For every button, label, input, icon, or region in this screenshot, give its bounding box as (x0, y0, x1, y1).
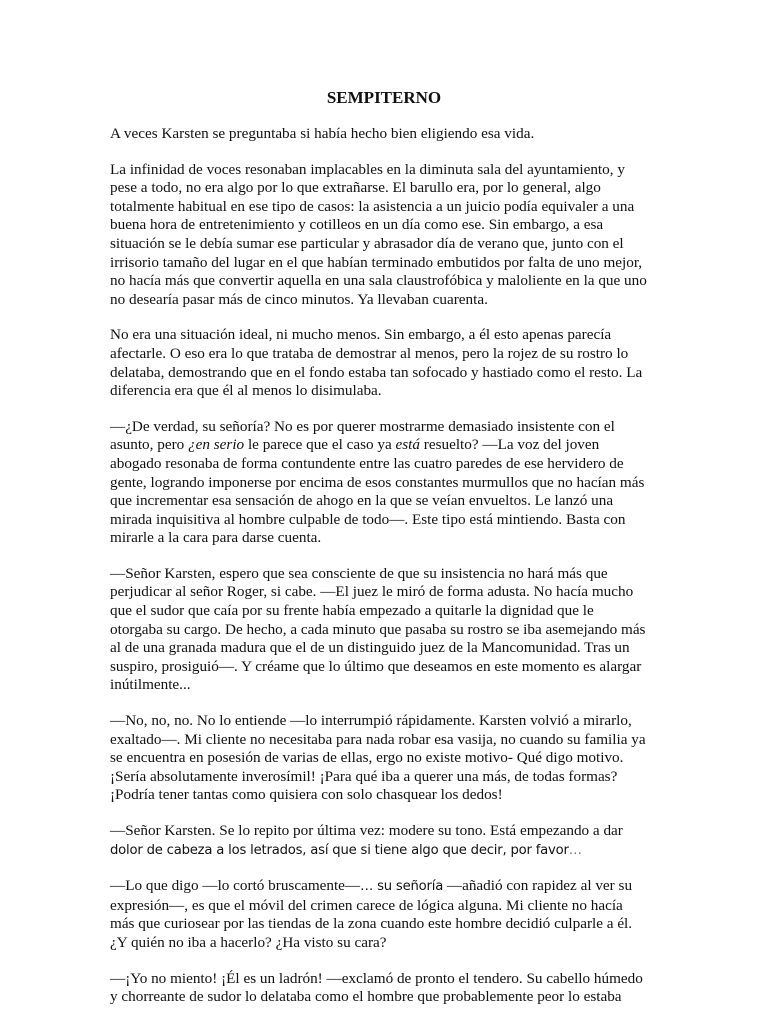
paragraph-8 (110, 877, 662, 952)
text-line: mirada inquisitiva al hombre culpable de todo—. Este tipo está mintiendo. Basta con (110, 510, 626, 528)
text-line: no hacía más que convertir aquella en una sala claustrofóbica y maloliente en la que uno (110, 272, 647, 290)
text-line: —¡Yo no miento! ¡Él es un ladrón! —exclamó de pronto el tendero. Su cabello húmedo (110, 969, 643, 987)
italic-text: ¿en serio (188, 436, 245, 454)
text-line: afectarle. O eso era lo que trataba de demostrar al menos, pero la rojez de su rostro lo (110, 344, 629, 362)
text-fragment: —Lo que digo —lo cortó bruscamente— (110, 877, 361, 895)
text-line: no desearía pasar más de cinco minutos. Ya llevaban cuarenta. (110, 290, 488, 308)
text-line (110, 877, 662, 897)
paragraph-7 (110, 822, 662, 860)
text-line (110, 436, 662, 455)
text-line: La infinidad de voces resonaban implacables en la diminuta sala del ayuntamiento, y (110, 160, 625, 178)
text-line: que el sudor que caía por su frente había empezado a quitarle la dignidad que le (110, 602, 594, 620)
paragraph-4 (110, 418, 662, 548)
text-line: pese a todo, no era algo por lo que extrañarse. El barullo era, por lo general, algo (110, 179, 601, 197)
text-line: ¿Y quién no iba a hacerlo? ¿Ha visto su cara? (110, 933, 387, 951)
text-line: A veces Karsten se preguntaba si había hecho bien eligiendo esa vida. (110, 125, 535, 142)
text-line (110, 841, 662, 861)
text-line: expresión—, es que el móvil del crimen carece de lógica alguna. Mi cliente no hacía (110, 896, 623, 914)
text-line: totalmente habitual en ese tipo de casos: la asistencia a un juicio podía equivaler a una (110, 197, 635, 215)
text-line: más que curiosear por las tiendas de la zona cuando este hombre decidió culparle a él. (110, 915, 633, 933)
document-body (110, 125, 662, 1024)
text-fragment: … su señoría (360, 879, 444, 895)
text-line: otorgaba su cargo. De hecho, a cada minuto que pasaba su rostro se iba asemejando más (110, 620, 646, 638)
text-line: ¡Podría tener tantas como quisiera con solo chasquear los dedos! (110, 786, 503, 804)
text-fragment: resuelto? —La voz del joven (419, 436, 600, 454)
text-fragment: asunto, pero (110, 436, 189, 454)
text-line: al de una granada madura que el de un distinguido juez de la Mancomunidad. Tras un (110, 639, 630, 657)
italic-text: está (395, 436, 420, 454)
text-line: situación se le debía sumar ese particular y abrasador día de verano que, junto con el (110, 234, 624, 252)
text-line: irrisorio tamaño del lugar en el que habían terminado embutidos por falta de uno mejor, (110, 253, 643, 271)
text-line: perjudicar al señor Roger, si cabe. —El juez le miró de forma adusta. No hacía mucho (110, 583, 634, 601)
text-line: suspiro, prosiguió—. Y créame que lo último que deseamos en este momento es alargar (110, 657, 642, 675)
paragraph-5 (110, 565, 662, 695)
paragraph-2 (110, 161, 662, 310)
text-line: se encuentra en posesión de varias de ellas, ergo no existe motivo- Qué digo motivo. (110, 749, 624, 767)
text-line: diferencia era que él al menos lo disimulaba. (110, 382, 382, 400)
text-fragment: dolor de cabeza a los letrados, así que si tiene algo que decir, por favor (110, 842, 569, 858)
text-line: No era una situación ideal, ni mucho menos. Sin embargo, a él esto apenas parecía (110, 326, 612, 344)
text-line: —Señor Karsten, espero que sea consciente de que su insistencia no hará más que (110, 564, 608, 582)
paragraph-1 (110, 125, 662, 144)
text-line: —Señor Karsten. Se lo repito por última vez: modere su tono. Está empezando a dar (110, 822, 623, 839)
text-line: mirarle a la cara para darse cuenta. (110, 529, 322, 547)
paragraph-6 (110, 712, 662, 805)
text-line: y chorreante de sudor lo delataba como el hombre que probablemente peor lo estaba (110, 988, 622, 1006)
text-line: gente, logrando imponerse por encima de esos constantes murmullos que no hacían más (110, 473, 645, 491)
ellipsis: … (568, 842, 582, 858)
document-title: SEMPITERNO (326, 88, 442, 107)
text-fragment: —añadió con rapidez al ver su (443, 877, 633, 895)
text-line: inútilmente... (110, 676, 191, 694)
text-line: exaltado—. Mi cliente no necesitaba para nada robar esa vasija, no cuando su familia ya (110, 730, 646, 748)
text-line: delataba, demostrando que en el fondo estaba tan sofocado y hastiado como el resto. La (110, 363, 643, 381)
text-line: —No, no, no. No lo entiende —lo interrumpió rápidamente. Karsten volvió a mirarlo, (110, 712, 632, 730)
text-line: abogado resonaba de forma contundente entre las cuatro paredes de ese hervidero de (110, 454, 624, 472)
text-line: buena hora de entretenimiento y cotilleos en un día como ese. Sin embargo, a esa (110, 216, 604, 234)
text-line: que incrementar esa sensación de ahogo en la que se veían envueltos. Le lanzó una (110, 492, 614, 510)
text-line: ¡Sería absolutamente inverosímil! ¡Para qué iba a querer una más, de todas formas? (110, 767, 618, 785)
text-line: —¿De verdad, su señoría? No es por querer mostrarme demasiado insistente con el (110, 417, 615, 435)
paragraph-3 (110, 326, 662, 400)
text-fragment: le parece que el caso ya (244, 436, 396, 454)
paragraph-9 (110, 970, 662, 1007)
